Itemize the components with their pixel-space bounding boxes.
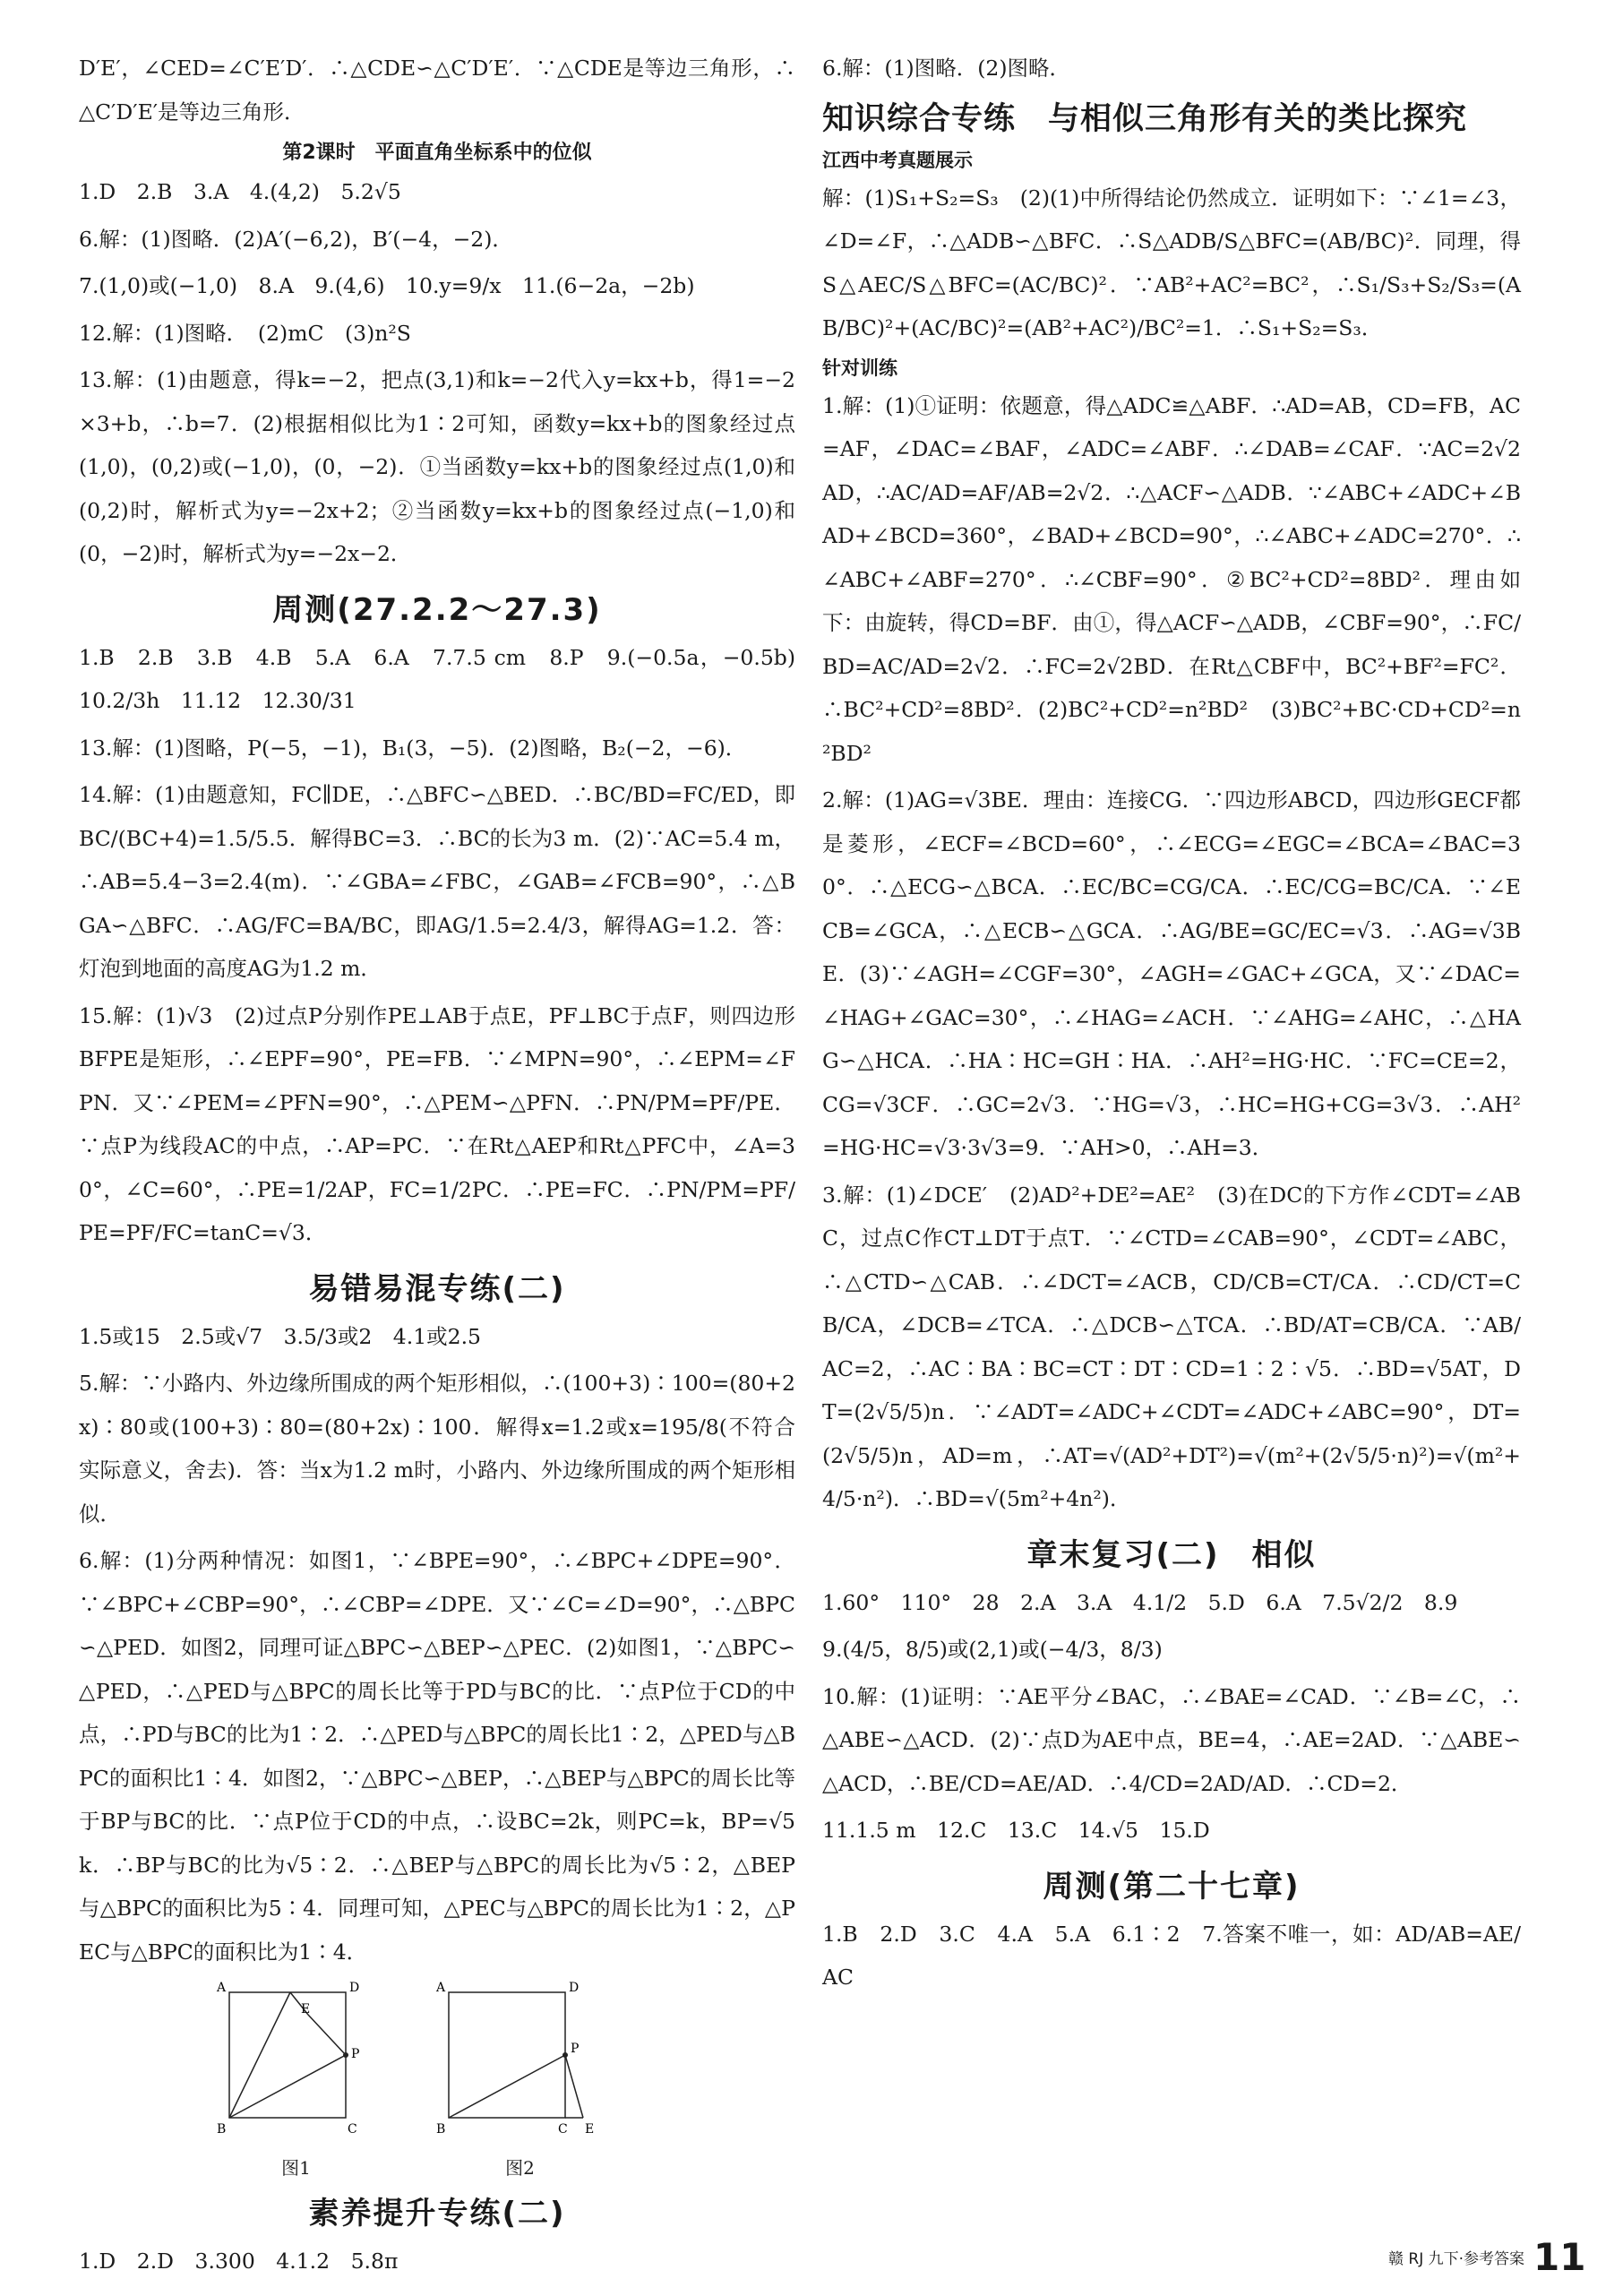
right-column	[822, 47, 1521, 2003]
chapter-review-title: 章末复习(二) 相似	[1026, 1536, 1317, 1573]
answer-paragraph: 6.解：(1)图略．(2)A′(−6,2)，B′(−4，−2)．	[79, 226, 513, 252]
answer-paragraph: 9.(4/5，8/5)或(2,1)或(−4/3，8/3)	[822, 1637, 1163, 1662]
fig1-label-a: A	[216, 1981, 226, 1995]
weekly-test-title: 周测(27.2.2～27.3)	[272, 591, 602, 628]
answer-paragraph: 7.(1,0)或(−1,0) 8.A 9.(4,6) 10.y=9/x 11.(6−2a，−2b)	[79, 273, 695, 298]
answer-paragraph: 1.D 2.B 3.A 4.(4,2) 5.2√5	[79, 179, 401, 204]
answer-paragraph: 11.1.5 m 12.C 13.C 14.√5 15.D	[822, 1818, 1210, 1843]
answer-paragraph: 2.解：(1)AG=√3BE．理由：连接CG．∵四边形ABCD，四边形GECF都是菱形，∠ECF=∠BCD=60°，∴∠ECG=∠EGC=∠BCA=∠BAC=30°．∴△ECG∽△BCA．∴EC/BC=CG/CA．∴EC/CG=BC/CA．∵∠ECB=∠GCA，∴△ECB∽△GCA．∴AG/BE=GC/EC=√3．∴AG=√3BE．(3)∵∠AGH=∠CGF=30°，∠AGH=∠GAC+∠GCA，又∵∠DAC=∠HAG+∠GAC=30°，∴∠HAG=∠ACH．∵∠AHG=∠AHC，∴△HAG∽△HCA．∴HA∶HC=GH∶HA．∴AH²=HG·HC．∵FC=CE=2，CG=√3CF．∴GC=2√3．∵HG=√3，∴HC=HG+CG=3√3．∴AH²=HG·HC=√3·3√3=9．∵AH>0，∴AH=3．	[822, 787, 1521, 1160]
fig1-label-p: P	[350, 2047, 359, 2061]
answer-paragraph: 6.解：(1)图略．(2)图略．	[822, 56, 1070, 81]
answer-paragraph: 解：(1)S₁+S₂=S₃ (2)(1)中所得结论仍然成立．证明如下：∵∠1=∠3，∠D=∠F，∴△ADB∽△BFC．∴S△ADB/S△BFC=(AB/BC)²．同理，得S△AEC/S△BFC=(AC/BC)²．∵AB²+AC²=BC²，∴S₁/S₃+S₂/S₃=(AB/BC)²+(AC/BC)²=(AB²+AC²)/BC²=1．∴S₁+S₂=S₃．	[822, 185, 1521, 340]
fig1-label-c: C	[347, 2122, 357, 2137]
answer-paragraph: 1.60° 110° 28 2.A 3.A 4.1/2 5.D 6.A 7.5√2/2 8.9	[822, 1589, 1458, 1615]
subsection-tag: 针对训练	[822, 357, 897, 379]
answer-paragraph: 12.解：(1)图略． (2)mC (3)n²S	[79, 320, 411, 346]
left-column	[79, 47, 817, 2287]
weekly-test-title: 周测(第二十七章)	[1043, 1868, 1301, 1905]
mixed-practice-title: 易错易混专练(二)	[308, 1270, 566, 1307]
page-number: 11	[1533, 2235, 1586, 2279]
figure-2	[431, 1979, 610, 2180]
answer-paragraph: 15.解：(1)√3 (2)过点P分别作PE⊥AB于点E，PF⊥BC于点F，则四边形BFPE是矩形，∴∠EPF=90°，PE=FB．∵∠MPN=90°，∴∠EPM=∠FPN．又∵∠PEM=∠PFN=90°，∴△PEM∽△PFN．∴PN/PM=PF/PE．∵点P为线段AC的中点，∴AP=PC．∵在Rt△AEP和Rt△PFC中，∠A=30°，∠C=60°，∴PE=1/2AP，FC=1/2PC．∴PE=FC．∴PN/PM=PF/PE=PF/FC=tanC=√3．	[79, 1002, 795, 1245]
answer-paragraph: 1.解：(1)①证明：依题意，得△ADC≌△ABF．∴AD=AB，CD=FB，AC=AF，∠DAC=∠BAF，∠ADC=∠ABF．∴∠DAB=∠CAF．∵AC=2√2AD，∴AC/AD=AF/AB=2√2．∴△ACF∽△ADB．∵∠ABC+∠ADC+∠BAD+∠BCD=360°，∠BAD+∠BCD=90°，∴∠ABC+∠ADC=270°．∴∠ABC+∠ABF=270°．∴∠CBF=90°．②BC²+CD²=8BD²．理由如下：由旋转，得CD=BF．由①，得△ACF∽△ADB，∠CBF=90°，∴FC/BD=AC/AD=2√2．∴FC=2√2BD．在Rt△CBF中，BC²+BF²=FC²．∴BC²+CD²=8BD²．(2)BC²+CD²=n²BD² (3)BC²+BC·CD+CD²=n²BD²	[822, 392, 1521, 766]
answer-paragraph: D′E′，∠CED=∠C′E′D′．∴△CDE∽△C′D′E′．∵△CDE是等边三角形，∴△C′D′E′是等边三角形．	[79, 56, 795, 125]
answer-paragraph: 10.解：(1)证明：∵AE平分∠BAC，∴∠BAE=∠CAD．∵∠B=∠C，∴△ABE∽△ACD．(2)∵点D为AE中点，BE=4，∴AE=2AD．∵△ABE∽△ACD，∴BE/CD=AE/AD．∴4/CD=2AD/AD．∴CD=2．	[822, 1683, 1521, 1796]
fig2-label-p: P	[570, 2042, 579, 2056]
page-footer	[1388, 2235, 1586, 2279]
answer-paragraph: 3.解：(1)∠DCE′ (2)AD²+DE²=AE² (3)在DC的下方作∠CDT=∠ABC，过点C作CT⊥DT于点T．∵∠CTD=∠CAB=90°，∠CDT=∠ABC，∴△CTD∽△CAB．∴∠DCT=∠ACB，CD/CB=CT/CA．∴CD/CT=CB/CA，∠DCB=∠TCA．∴△DCB∽△TCA．∴BD/AT=CB/CA．∵AB/AC=2，∴AC∶BA∶BC=CT∶DT∶CD=1∶2∶√5．∴BD=√5AT，DT=(2√5/5)n．∵∠ADT=∠ADC+∠CDT=∠ADC+∠ABC=90°，DT=(2√5/5)n，AD=m，∴AT=√(AD²+DT²)=√(m²+(2√5/5·n)²)=√(m²+4/5·n²)．∴BD=√(5m²+4n²)．	[822, 1182, 1521, 1511]
figure-1-diagram	[211, 1979, 382, 2149]
figure-2-caption: 图2	[505, 2157, 535, 2179]
figure-1-caption: 图1	[281, 2157, 311, 2179]
fig2-label-a: A	[435, 1981, 445, 1995]
fig1-label-b: B	[216, 2122, 226, 2137]
footer-label: 赣 RJ 九下·参考答案	[1388, 2250, 1525, 2268]
answer-paragraph: 13.解：(1)图略，P(−5，−1)，B₁(3，−5)．(2)图略，B₂(−2，−6)．	[79, 735, 747, 761]
fig1-label-e: E	[300, 2002, 310, 2017]
lesson-title: 第2课时 平面直角坐标系中的位似	[282, 142, 592, 164]
answer-paragraph: 1.B 2.D 3.C 4.A 5.A 6.1∶2 7.答案不唯一，如：AD/AB=AE/AC	[822, 1921, 1521, 1990]
fig2-label-e: E	[584, 2122, 594, 2137]
literacy-practice-title: 素养提升专练(二)	[308, 2196, 566, 2232]
subsection-tag: 江西中考真题展示	[822, 149, 973, 171]
figure-2-diagram	[431, 1979, 610, 2149]
fig2-label-c: C	[557, 2122, 568, 2137]
answer-paragraph: 1.5或15 2.5或√7 3.5/3或2 4.1或2.5	[79, 1323, 482, 1349]
fig2-label-b: B	[435, 2122, 445, 2137]
answer-paragraph: 13.解：(1)由题意，得k=−2，把点(3,1)和k=−2代入y=kx+b，得1=−2×3+b，∴b=7．(2)根据相似比为1∶2可知，函数y=kx+b的图象经过点(1,0)，(0,2)或(−1,0)，(0，−2)．①当函数y=kx+b的图象经过点(1,0)和(0,2)时，解析式为y=−2x+2；②当函数y=kx+b的图象经过点(−1,0)和(0，−2)时，解析式为y=−2x−2．	[79, 367, 795, 566]
figure-1	[211, 1979, 382, 2180]
answer-paragraph: 6.解：(1)分两种情况：如图1，∵∠BPE=90°，∴∠BPC+∠DPE=90°．∵∠BPC+∠CBP=90°，∴∠CBP=∠DPE．又∵∠C=∠D=90°，∴△BPC∽△PED．如图2，同理可证△BPC∽△BEP∽△PEC．(2)如图1，∵△BPC∽△PED，∴△PED与△BPC的周长比等于PD与BC的比．∵点P位于CD的中点，∴PD与BC的比为1∶2．∴△PED与△BPC的周长比1∶2，△PED与△BPC的面积比1∶4．如图2，∵△BPC∽△BEP，∴△BEP与△BPC的周长比等于BP与BC的比．∵点P位于CD的中点，∴设BC=2k，则PC=k，BP=√5k．∴BP与BC的比为√5∶2．∴△BEP与△BPC的周长比为√5∶2，△BEP与△BPC的面积比为5∶4．同理可知，△PEC与△BPC的周长比为1∶2，△PEC与△BPC的面积比为1∶4．	[79, 1548, 795, 1965]
answer-paragraph: 1.D 2.D 3.300 4.1.2 5.8π	[79, 2249, 399, 2274]
fig2-label-d: D	[568, 1981, 579, 1995]
answer-paragraph: 1.B 2.B 3.B 4.B 5.A 6.A 7.7.5 cm 8.P 9.(−0.5a，−0.5b) 10.2/3h 11.12 12.30/31	[79, 644, 817, 713]
topic-title: 知识综合专练 与相似三角形有关的类比探究	[822, 100, 1468, 137]
answer-paragraph: 5.解：∵小路内、外边缘所围成的两个矩形相似，∴(100+3)∶100=(80+2x)∶80或(100+3)∶80=(80+2x)∶100．解得x=1.2或x=195/8(不符合实际意义，舍去)．答：当x为1.2 m时，小路内、外边缘所围成的两个矩形相似．	[79, 1371, 795, 1526]
geometry-figures	[186, 1979, 634, 2180]
answer-paragraph: 14.解：(1)由题意知，FC∥DE，∴△BFC∽△BED．∴BC/BD=FC/ED，即BC/(BC+4)=1.5/5.5．解得BC=3．∴BC的长为3 m．(2)∵AC=5.4 m，∴AB=5.4−3=2.4(m)．∵∠GBA=∠FBC，∠GAB=∠FCB=90°，∴△BGA∽△BFC．∴AG/FC=BA/BC，即AG/1.5=2.4/3，解得AG=1.2．答：灯泡到地面的高度AG为1.2 m．	[79, 782, 795, 981]
fig1-label-d: D	[348, 1981, 359, 1995]
